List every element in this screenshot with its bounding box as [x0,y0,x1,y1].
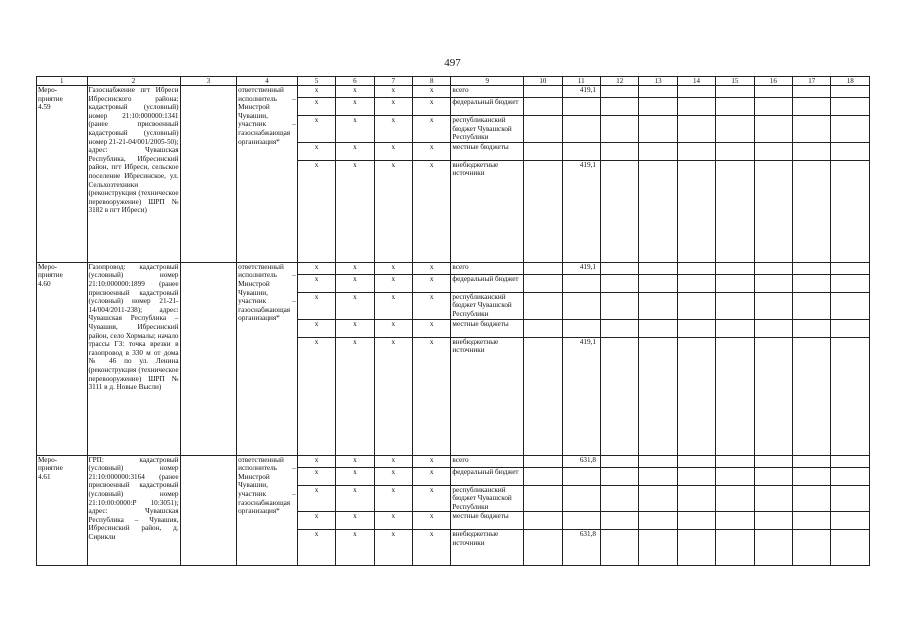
funding-source-cell: федеральный бюджет [451,467,524,485]
cell-col8: х [413,86,451,98]
table-row [37,86,870,98]
cell-col5: х [297,485,335,512]
cell-col7: х [374,98,412,116]
cell-col7: х [374,292,412,319]
cell-col14 [677,116,715,143]
cell-col13 [639,319,677,337]
cell-col6: х [336,485,374,512]
cell-col10 [524,512,562,530]
cell-col6: х [336,142,374,160]
funding-source-cell: внебюджетные источники [451,530,524,566]
cell-col17 [793,142,831,160]
cell-col16 [754,116,792,143]
amount-cell: 631,8 [562,455,600,467]
cell-col5: х [297,455,335,467]
cell-col10 [524,467,562,485]
cell-col18 [831,337,870,455]
column-number: 6 [336,77,374,86]
cell-col8: х [413,467,451,485]
cell-col6: х [336,274,374,292]
amount-cell [562,485,600,512]
event-description-cell: ГРП: кадастровый (условный) номер 21:10:000000:3164 (ранее присвоенный кадастровый (условный) номер 21:10:00:0000:Р 10:3051); адрес: Чувашская Республика – Чувашия, Ибресинский район, д. Сирикли [87,455,180,566]
cell-col12 [601,337,639,455]
cell-col16 [754,337,792,455]
cell-col17 [793,274,831,292]
cell-col14 [677,86,715,98]
cell-col8: х [413,116,451,143]
cell-col14 [677,292,715,319]
column-number: 11 [562,77,600,86]
cell-col8: х [413,337,451,455]
cell-col14 [677,467,715,485]
cell-col12 [601,116,639,143]
column-number: 9 [451,77,524,86]
cell-col18 [831,530,870,566]
cell-col7: х [374,116,412,143]
cell-col17 [793,512,831,530]
column-number: 3 [180,77,237,86]
cell-col8: х [413,455,451,467]
cell-col7: х [374,455,412,467]
amount-cell [562,512,600,530]
cell-col13 [639,116,677,143]
cell-col18 [831,485,870,512]
cell-col18 [831,116,870,143]
cell-col14 [677,142,715,160]
cell-col15 [716,142,754,160]
column-number: 1 [37,77,88,86]
cell-col10 [524,455,562,467]
executor-cell: ответственный исполнитель – Минстрой Чувашии, участник – газоснабжающая организация* [237,262,298,455]
program-table [36,76,870,566]
cell-col14 [677,337,715,455]
executor-cell: ответственный исполнитель – Минстрой Чувашии, участник – газоснабжающая организация* [237,455,298,566]
cell-col18 [831,274,870,292]
cell-col8: х [413,319,451,337]
column-number: 5 [297,77,335,86]
cell-col8: х [413,98,451,116]
cell-col13 [639,455,677,467]
cell-col17 [793,262,831,274]
cell-col13 [639,292,677,319]
cell-col17 [793,116,831,143]
cell-col12 [601,98,639,116]
cell-col16 [754,262,792,274]
cell-col5: х [297,142,335,160]
cell-col5: х [297,160,335,262]
cell-col16 [754,142,792,160]
cell-col18 [831,319,870,337]
cell-col15 [716,116,754,143]
cell-col10 [524,142,562,160]
amount-cell [562,98,600,116]
cell-col13 [639,262,677,274]
cell-col6: х [336,116,374,143]
cell-col10 [524,485,562,512]
cell-col12 [601,530,639,566]
funding-source-cell: всего [451,86,524,98]
cell-col6: х [336,512,374,530]
cell-col12 [601,455,639,467]
funding-source-cell: республиканский бюджет Чувашской Республики [451,116,524,143]
cell-col15 [716,292,754,319]
cell-col6: х [336,160,374,262]
cell-col18 [831,467,870,485]
cell-col14 [677,160,715,262]
cell-col16 [754,485,792,512]
cell-col7: х [374,467,412,485]
cell-col6: х [336,455,374,467]
cell-col6: х [336,530,374,566]
cell-col16 [754,530,792,566]
cell-col14 [677,530,715,566]
cell-col6: х [336,86,374,98]
cell-col14 [677,485,715,512]
cell-col15 [716,337,754,455]
funding-source-cell: федеральный бюджет [451,98,524,116]
cell-col14 [677,262,715,274]
funding-source-cell: местные бюджеты [451,512,524,530]
column-number: 14 [677,77,715,86]
cell-col6: х [336,319,374,337]
cell-col13 [639,160,677,262]
column-3-cell [180,455,237,566]
cell-col16 [754,467,792,485]
cell-col17 [793,530,831,566]
amount-cell [562,274,600,292]
cell-col12 [601,274,639,292]
funding-source-cell: республиканский бюджет Чувашской Республики [451,485,524,512]
cell-col12 [601,319,639,337]
cell-col15 [716,98,754,116]
cell-col13 [639,530,677,566]
event-id-cell: Меро- приятие 4.60 [37,262,88,455]
table-row [37,455,870,467]
cell-col12 [601,292,639,319]
funding-source-cell: внебюджетные источники [451,160,524,262]
cell-col15 [716,512,754,530]
cell-col18 [831,262,870,274]
cell-col10 [524,116,562,143]
cell-col10 [524,262,562,274]
cell-col13 [639,142,677,160]
cell-col5: х [297,319,335,337]
column-number: 12 [601,77,639,86]
cell-col10 [524,292,562,319]
cell-col8: х [413,274,451,292]
cell-col8: х [413,512,451,530]
cell-col5: х [297,467,335,485]
cell-col12 [601,142,639,160]
cell-col5: х [297,86,335,98]
cell-col18 [831,98,870,116]
cell-col16 [754,98,792,116]
funding-source-cell: федеральный бюджет [451,274,524,292]
cell-col13 [639,337,677,455]
cell-col13 [639,467,677,485]
cell-col5: х [297,116,335,143]
cell-col14 [677,319,715,337]
cell-col15 [716,455,754,467]
cell-col17 [793,98,831,116]
cell-col17 [793,86,831,98]
cell-col16 [754,274,792,292]
cell-col17 [793,160,831,262]
cell-col7: х [374,530,412,566]
cell-col18 [831,512,870,530]
cell-col10 [524,160,562,262]
column-number: 10 [524,77,562,86]
funding-source-cell: местные бюджеты [451,319,524,337]
cell-col6: х [336,262,374,274]
cell-col7: х [374,485,412,512]
cell-col5: х [297,512,335,530]
cell-col13 [639,86,677,98]
cell-col17 [793,319,831,337]
cell-col16 [754,455,792,467]
cell-col6: х [336,337,374,455]
cell-col8: х [413,292,451,319]
cell-col8: х [413,530,451,566]
cell-col12 [601,86,639,98]
cell-col5: х [297,337,335,455]
cell-col10 [524,337,562,455]
cell-col15 [716,86,754,98]
cell-col17 [793,337,831,455]
cell-col12 [601,485,639,512]
funding-source-cell: всего [451,455,524,467]
amount-cell: 419,1 [562,86,600,98]
cell-col5: х [297,530,335,566]
cell-col5: х [297,262,335,274]
column-number: 8 [413,77,451,86]
cell-col8: х [413,160,451,262]
page-number: 497 [444,57,461,69]
cell-col7: х [374,319,412,337]
cell-col15 [716,485,754,512]
funding-source-cell: местные бюджеты [451,142,524,160]
column-number: 13 [639,77,677,86]
column-number-row [37,77,870,86]
event-id-cell: Меро- приятие 4.59 [37,86,88,263]
cell-col10 [524,274,562,292]
column-3-cell [180,86,237,263]
cell-col8: х [413,262,451,274]
cell-col15 [716,160,754,262]
funding-source-cell: внебюджетные источники [451,337,524,455]
cell-col8: х [413,485,451,512]
cell-col6: х [336,292,374,319]
cell-col17 [793,467,831,485]
cell-col15 [716,274,754,292]
cell-col16 [754,160,792,262]
cell-col18 [831,292,870,319]
column-3-cell [180,262,237,455]
cell-col18 [831,160,870,262]
cell-col13 [639,98,677,116]
cell-col14 [677,98,715,116]
amount-cell: 419,1 [562,262,600,274]
amount-cell: 631,8 [562,530,600,566]
cell-col15 [716,467,754,485]
amount-cell [562,467,600,485]
cell-col18 [831,86,870,98]
event-description-cell: Газопровод: кадастровый (условный) номер 21:10:000000:1899 (ранее присвоенный кадастровый (условный) номер 21-21-14/004/2011-238); адрес: Чувашская Республика – Чувашия, Ибресинский район, село Хормалы; начало трассы ГЗ: точка врезки в газопровод в 330 м от дома № 46 по ул. Ленина (реконструкция (техническое перевооружение) ШРП № 3111 в д. Новые Высли) [87,262,180,455]
cell-col16 [754,319,792,337]
column-number: 2 [87,77,180,86]
amount-cell: 419,1 [562,337,600,455]
cell-col13 [639,485,677,512]
column-number: 16 [754,77,792,86]
cell-col7: х [374,274,412,292]
cell-col7: х [374,512,412,530]
cell-col5: х [297,292,335,319]
funding-source-cell: всего [451,262,524,274]
amount-cell [562,292,600,319]
cell-col14 [677,455,715,467]
event-id-cell: Меро- приятие 4.61 [37,455,88,566]
cell-col16 [754,292,792,319]
cell-col17 [793,292,831,319]
cell-col7: х [374,160,412,262]
cell-col12 [601,262,639,274]
cell-col15 [716,530,754,566]
executor-cell: ответственный исполнитель – Минстрой Чувашии, участник – газоснабжающая организация* [237,86,298,263]
cell-col13 [639,274,677,292]
column-number: 17 [793,77,831,86]
cell-col18 [831,455,870,467]
cell-col12 [601,467,639,485]
amount-cell [562,116,600,143]
column-number: 4 [237,77,298,86]
cell-col10 [524,319,562,337]
funding-source-cell: республиканский бюджет Чувашской Республики [451,292,524,319]
cell-col7: х [374,262,412,274]
cell-col18 [831,142,870,160]
cell-col14 [677,512,715,530]
event-description-cell: Газоснабжение пгт Ибреси Ибресинского района: кадастровый (условный) номер 21:10:000000:1341 (ранее присвоенный кадастровый (условный) номер 21-21-04/001/2005-50); адрес: Чувашская Республика, Ибресинский район, пгт Ибреси, сельское поселение Ибресинское, ул. Сельхозтехники (реконструкция (техническое перевооружение) ШРП № 3182 в пгт Ибреси) [87,86,180,263]
column-number: 7 [374,77,412,86]
cell-col10 [524,98,562,116]
cell-col16 [754,512,792,530]
amount-cell [562,319,600,337]
cell-col5: х [297,274,335,292]
cell-col16 [754,86,792,98]
table-row [37,262,870,274]
cell-col14 [677,274,715,292]
cell-col12 [601,512,639,530]
column-number: 15 [716,77,754,86]
cell-col7: х [374,337,412,455]
cell-col17 [793,455,831,467]
cell-col8: х [413,142,451,160]
cell-col15 [716,262,754,274]
column-number: 18 [831,77,870,86]
cell-col6: х [336,467,374,485]
cell-col13 [639,512,677,530]
cell-col17 [793,485,831,512]
cell-col5: х [297,98,335,116]
cell-col7: х [374,142,412,160]
amount-cell: 419,1 [562,160,600,262]
cell-col12 [601,160,639,262]
cell-col15 [716,319,754,337]
cell-col10 [524,530,562,566]
cell-col10 [524,86,562,98]
amount-cell [562,142,600,160]
cell-col7: х [374,86,412,98]
cell-col6: х [336,98,374,116]
